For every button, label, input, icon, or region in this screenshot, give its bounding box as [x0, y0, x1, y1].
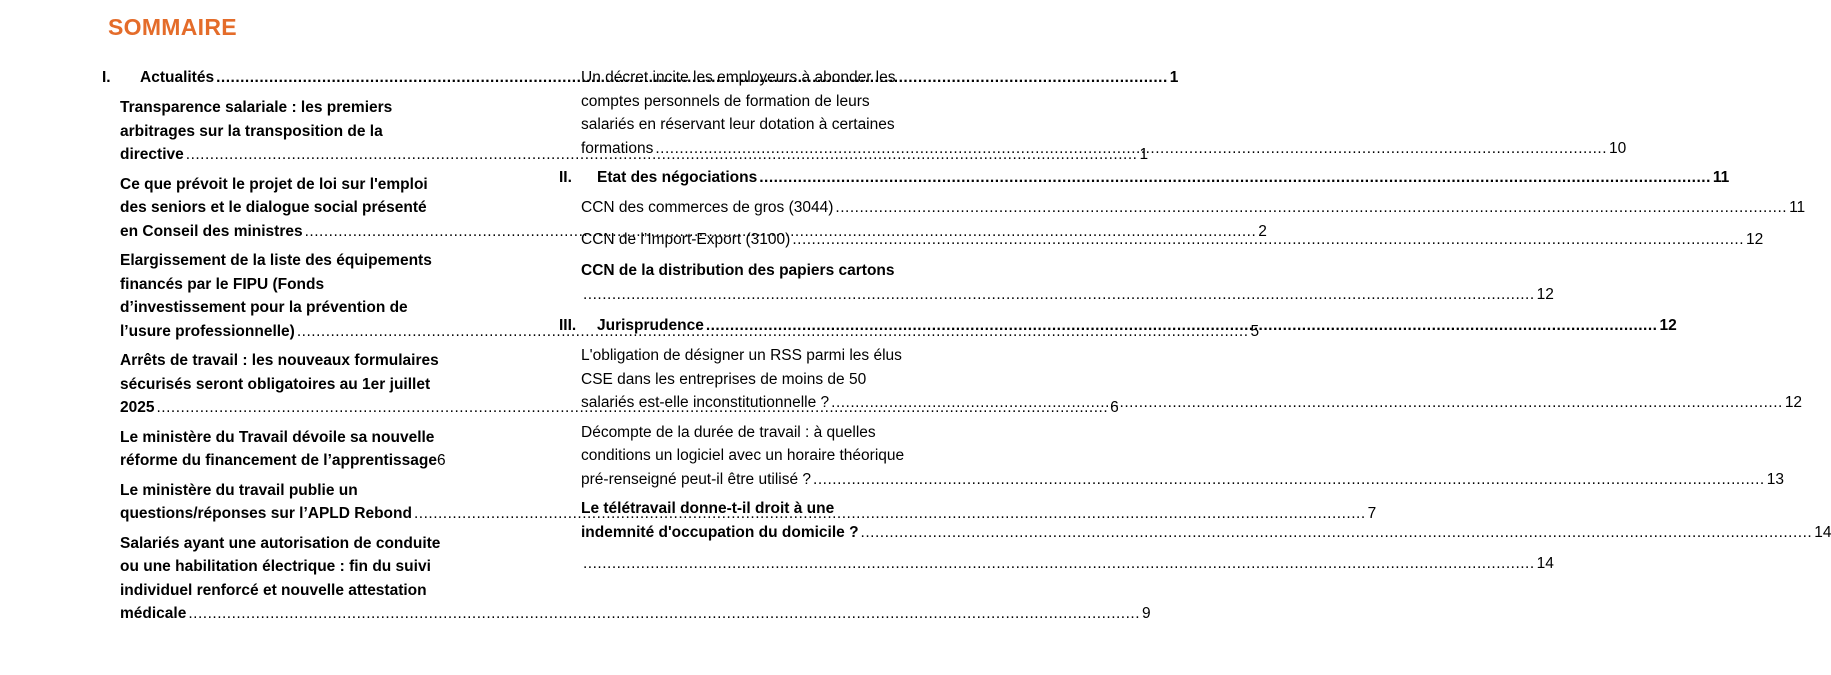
entry-page: 12	[1536, 285, 1554, 303]
dot-leader	[655, 137, 1607, 161]
entry-line: des seniors et le dialogue social présenté	[120, 199, 427, 216]
entry-line: individuel renforcé et nouvelle attestation	[120, 581, 427, 599]
dot-leader	[835, 196, 1787, 220]
entry-line: Salariés ayant une autorisation de conduite	[120, 534, 441, 552]
entry-line: Transparence salariale : les premiers	[120, 99, 393, 116]
dot-leader	[188, 602, 1140, 626]
entry-page: 7	[1367, 505, 1377, 522]
entry-line: Le ministère du travail publie un	[120, 481, 358, 499]
entry-line: salariés en réservant leur dotation à certaines	[581, 116, 895, 133]
section-page: 11	[1712, 169, 1730, 186]
dot-leader	[759, 166, 1711, 190]
entry-line: Arrêts de travail : les nouveaux formulaires	[120, 352, 439, 369]
entry-line: salariés est-elle inconstitutionnelle ?	[581, 394, 830, 411]
entry-line: comptes personnels de formation de leurs	[581, 92, 870, 110]
dot-leader	[706, 314, 1658, 338]
entry-line: Le télétravail donne-t-il droit à une	[581, 500, 835, 517]
entry-line: CCN de l’Import-Export (3100)	[581, 230, 791, 248]
entry-line: l’usure professionnelle)	[120, 322, 295, 340]
toc-entry-apprentissage[interactable]	[102, 426, 498, 473]
toc-entry-ccn-papiers-cartons[interactable]	[559, 259, 1554, 306]
entry-line: Décompte de la durée de travail : à quelles	[581, 423, 876, 441]
toc-entry-ccn-import-export[interactable]	[559, 228, 1764, 252]
section-number: II.	[559, 169, 572, 186]
entry-page: 12	[1784, 394, 1803, 411]
entry-page: 5	[1250, 322, 1260, 340]
section-number: I.	[102, 69, 111, 86]
toc-entry-teletravail[interactable]	[559, 497, 1831, 544]
section-page: 12	[1659, 317, 1677, 334]
toc-entry-blank[interactable]	[559, 552, 1554, 576]
entry-line: pré-renseigné peut-il être utilisé ?	[581, 470, 812, 488]
entry-page: 10	[1609, 139, 1627, 157]
entry-page: 14	[1814, 523, 1831, 541]
entry-line: médicale	[120, 605, 187, 622]
entry-line: arbitrages sur la transposition de la	[120, 122, 383, 140]
entry-line: L'obligation de désigner un RSS parmi les élus	[581, 347, 902, 364]
dot-leader	[861, 521, 1813, 545]
section-page: 1	[1169, 69, 1179, 86]
entry-line: réforme du financement de l’apprentissage	[120, 452, 437, 469]
entry-line: Elargissement de la liste des équipements	[120, 252, 432, 269]
entry-page: 11	[1789, 199, 1806, 216]
entry-page: 6	[1110, 399, 1119, 416]
entry-page: 13	[1766, 470, 1784, 488]
entry-page: 6	[436, 452, 446, 469]
entry-line: Un décret incite les employeurs à abonder les	[581, 69, 896, 86]
section-title: Etat des négociations	[597, 169, 758, 186]
section-title: Actualités	[140, 69, 215, 86]
entry-line: Ce que prévoit le projet de loi sur l'emploi	[120, 175, 428, 193]
toc-entry-rss-cse[interactable]	[559, 344, 1803, 415]
entry-line: CCN des commerces de gros (3044)	[581, 199, 834, 216]
entry-line: en Conseil des ministres	[120, 222, 303, 240]
entry-line: d’investissement pour la prévention de	[120, 299, 408, 316]
entry-line: conditions un logiciel avec un horaire théorique	[581, 447, 905, 464]
entry-line: CSE dans les entreprises de moins de 50	[581, 370, 867, 388]
entry-line: questions/réponses sur l’APLD Rebond	[120, 505, 412, 522]
section-title: Jurisprudence	[597, 317, 704, 334]
toc-section-negociations[interactable]	[559, 166, 1730, 190]
toc-entry-ccn-commerces-gros[interactable]	[559, 196, 1806, 220]
entry-line: indemnité d'occupation du domicile ?	[581, 523, 859, 541]
toc-right-column	[559, 66, 1831, 582]
entry-line: financés par le FIPU (Fonds	[120, 275, 325, 293]
dot-leader	[583, 552, 1535, 576]
entry-page: 14	[1536, 555, 1554, 572]
toc-entry-decret-cpf[interactable]	[559, 66, 1627, 160]
dot-leader	[792, 228, 1744, 252]
entry-page: 1	[1139, 146, 1149, 163]
entry-page: 12	[1746, 230, 1764, 248]
dot-leader	[583, 283, 1535, 307]
entry-line: ou une habilitation électrique : fin du suivi	[120, 558, 431, 575]
toc-entry-decompte-duree[interactable]	[559, 421, 1784, 492]
entry-page: 2	[1258, 222, 1267, 240]
entry-line: CCN de la distribution des papiers cartons	[581, 262, 895, 279]
entry-line: formations	[581, 139, 654, 157]
entry-line: sécurisés seront obligatoires au 1er juillet	[120, 375, 431, 393]
dot-leader	[813, 468, 1765, 492]
section-number: III.	[559, 317, 577, 334]
page-title: SOMMAIRE	[108, 14, 237, 40]
entry-line: directive	[120, 146, 184, 163]
dot-leader	[831, 391, 1783, 415]
entry-line: Le ministère du Travail dévoile sa nouvelle	[120, 428, 435, 446]
entry-page: 9	[1142, 605, 1151, 622]
toc-section-jurisprudence[interactable]	[559, 314, 1677, 338]
entry-line: 2025	[120, 399, 155, 416]
